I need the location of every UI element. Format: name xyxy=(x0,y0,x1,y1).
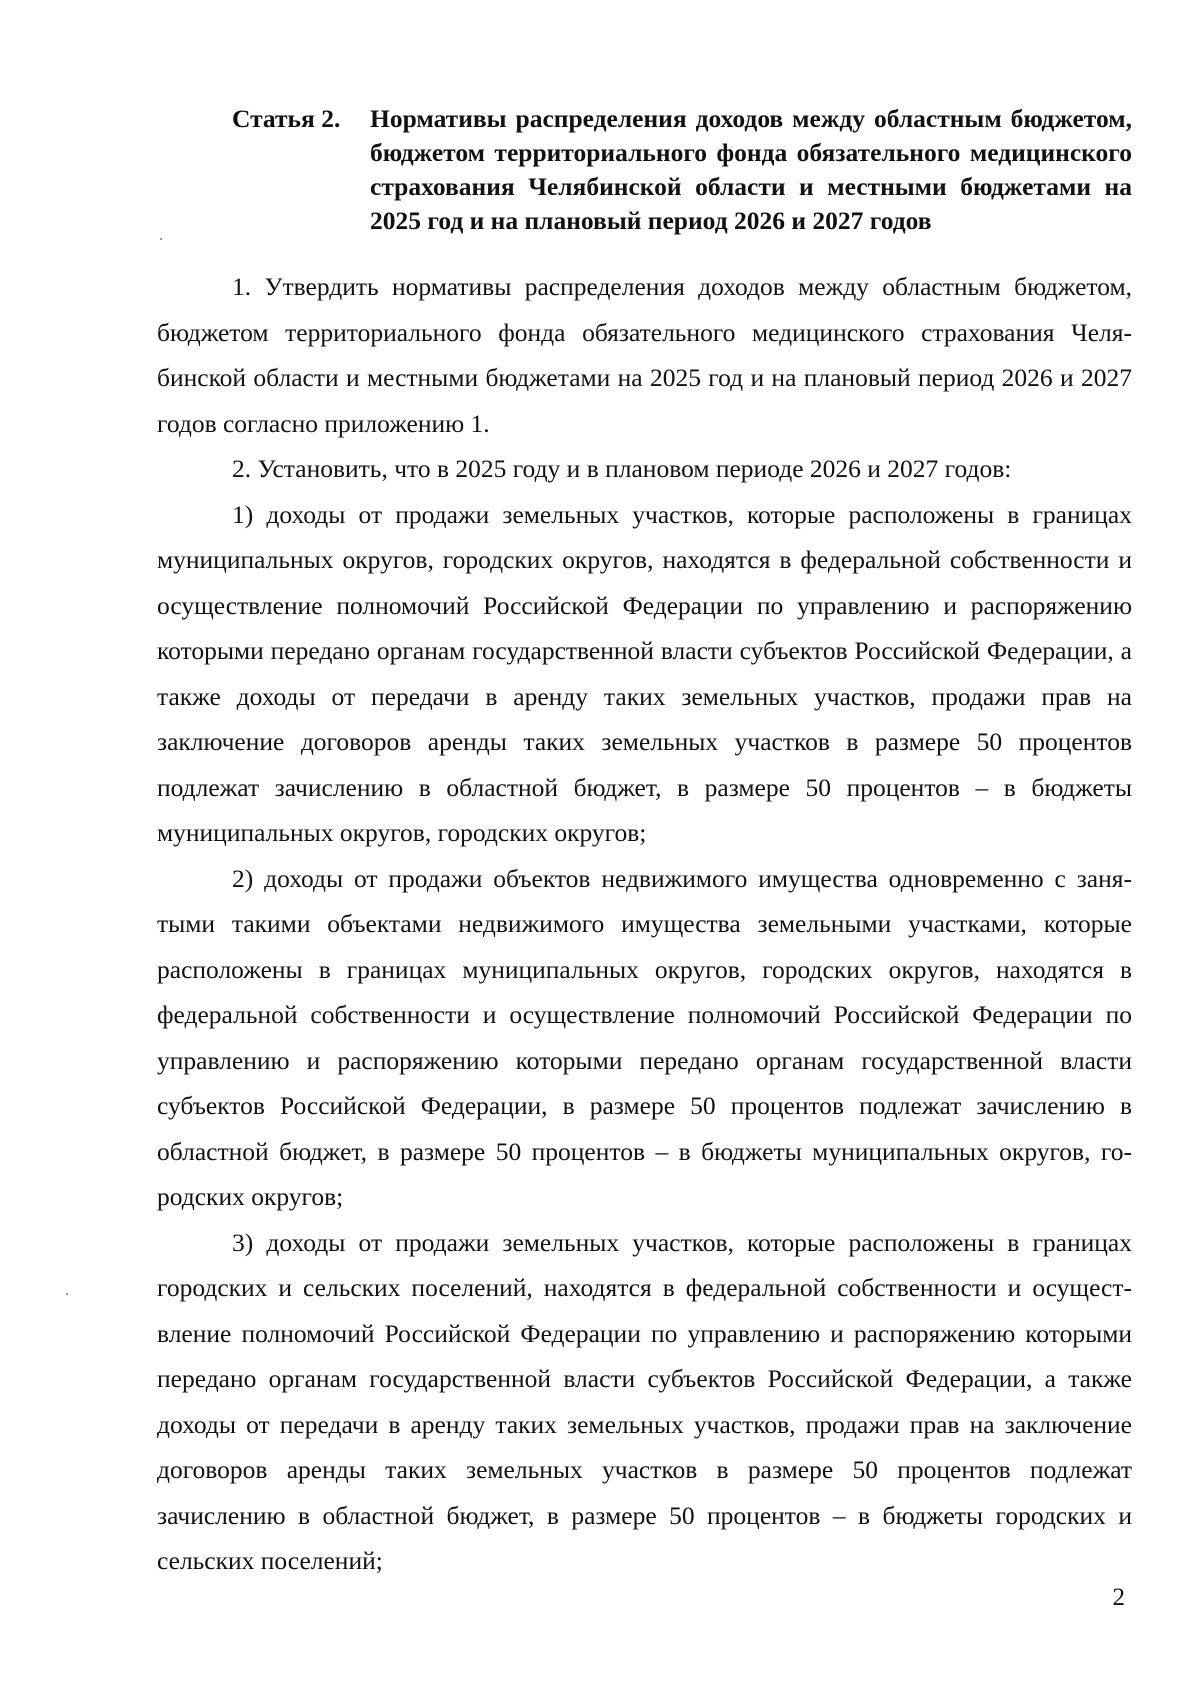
paragraph-1: 1. Утвердить нормативы распределения доходов между областным бюджетом, бюджетом территориального фонда обязательного медицинского страхования Челябинской области и местными бюджетами на 2025 год и на плановый период 2026 и 2027 годов согласно приложению 1. xyxy=(157,272,1132,438)
article-label: Статья 2. xyxy=(232,104,341,133)
page-number: 2 xyxy=(1112,1584,1125,1611)
paragraph-2-item-3: 3) доходы от продажи земельных участков, которые расположены в границах городских и сельских поселений, находятся в федеральной собственности и осуществление полномочий Российской Федерации по управлению и распоряжению которыми передано органам государственной власти субъектов Российской Федерации, а также доходы от передачи в аренду таких земельных участков, продажи прав на заключение договоров аренды таких земельных участков в размере 50 процентов подлежат зачислению в областной бюджет, в размере 50 процентов – в бюджеты городских и сельских поселений; xyxy=(157,1227,1132,1575)
paragraph-2: 2. Установить, что в 2025 году и в плановом периоде 2026 и 2027 годов: xyxy=(232,454,1012,483)
article-title: Нормативы распределения доходов между областным бюджетом, бюджетом территориального фонда обязательного медицинского страхования Челябинской области и местными бюджетами на 2025 год и на плановый период 2026 и 2027 годов xyxy=(370,104,1132,235)
document-body xyxy=(157,264,1132,1584)
paragraph-2-item-1: 1) доходы от продажи земельных участков, которые расположены в границах муниципальных округов, городских округов, находятся в федеральной собственности и осуществление полномочий Российской Федерации по управлению и распоряжению которыми передано органам государственной власти субъектов Российской Федерации, а также доходы от передачи в аренду таких земельных участков, продажи прав на заключение договоров аренды таких земельных участков в размере 50 процентов подлежат зачислению в областной бюджет, в размере 50 процентов – в бюджеты муниципальных округов, городских округов; xyxy=(157,499,1132,847)
article-heading xyxy=(232,102,1132,238)
scan-speck xyxy=(160,238,162,240)
scan-speck xyxy=(66,1293,68,1295)
paragraph-2-item-2: 2) доходы от продажи объектов недвижимого имущества одновременно с занятыми такими объектами недвижимого имущества земельными участками, которые расположены в границах муниципальных округов, городских округов, находятся в федеральной собственности и осуществление полномочий Российской Федерации по управлению и распоряжению которыми передано органам государственной власти субъектов Российской Федерации, в размере 50 процентов подлежат зачислению в областной бюджет, в размере 50 процентов – в бюджеты муниципальных округов, городских округов; xyxy=(157,863,1132,1211)
